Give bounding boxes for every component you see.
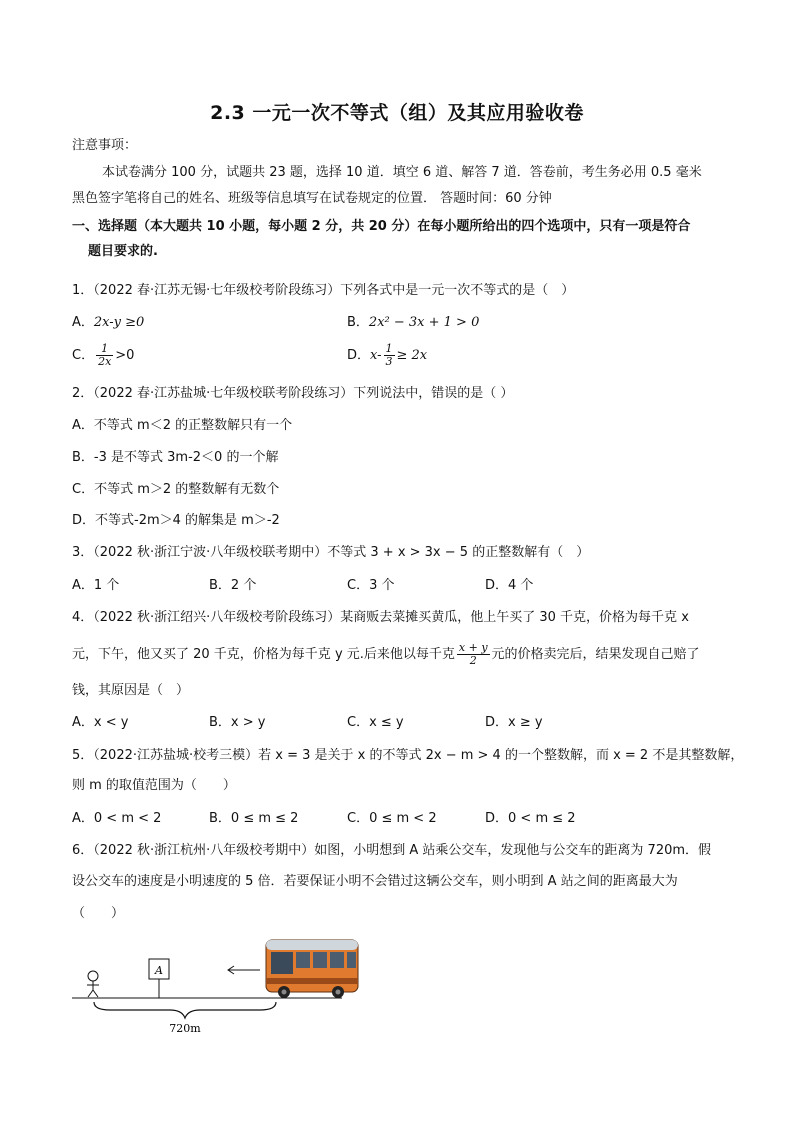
q2-option-d: D．不等式-2m＞4 的解集是 m＞-2 — [72, 513, 280, 528]
bus-distance-figure — [70, 930, 370, 1040]
question-6-stem-1: 6．（2022 秋·浙江杭州·八年级校考期中）如图，小明想到 A 站乘公交车，发现他与公交车的距离为 720m．假 — [72, 843, 712, 858]
question-3-stem: 3．（2022 秋·浙江宁波·八年级校联考期中）不等式 3 + x > 3x − 5 的正整数解有（ ） — [72, 545, 590, 560]
notice-line-2: 黑色签字笔将自己的姓名、班级等信息填写在试卷规定的位置． 答题时间：60 分钟 — [72, 191, 552, 206]
station-label: A — [155, 964, 163, 977]
q1-option-d: D．x- $\frac{1}{3}$ ≥ 2x — [347, 342, 428, 368]
q1-option-a: A．2x-y ≥0 — [72, 315, 145, 330]
question-6-stem-2: 设公交车的速度是小明速度的 5 倍．若要保证小明不会错过这辆公交车，则小明到 A 站之间的距离最大为 — [72, 874, 678, 889]
q3-option-c: C．3 个 — [347, 578, 395, 593]
q2-option-a: A．不等式 m＜2 的正整数解只有一个 — [72, 418, 293, 433]
q3-option-b: B．2 个 — [209, 578, 257, 593]
question-4-stem-3: 钱，其原因是（ ） — [72, 683, 190, 698]
q5-option-b: B．0 ≤ m ≤ 2 — [209, 811, 299, 826]
question-4-stem-2: 元，下午，他又买了 20 千克，价格为每千克 y 元.后来他以每千克 $\frac{x + y}{2}$ 元的价格卖完后，结果发现自己赔了 — [72, 641, 700, 667]
q1-option-c: C． $\frac{1}{2x}$ >0 — [72, 342, 135, 368]
bus-icon — [266, 940, 358, 998]
station-sign — [149, 959, 169, 998]
notice-line-1: 本试卷满分 100 分，试题共 23 题，选择 10 道．填空 6 道、解答 7 道．答卷前，考生务必用 0.5 毫米 — [102, 165, 702, 180]
q1-option-b: B．2x² − 3x + 1 > 0 — [347, 315, 480, 330]
question-1-stem: 1．（2022 春·江苏无锡·七年级校考阶段练习）下列各式中是一元一次不等式的是（ ） — [72, 283, 575, 298]
section-1-heading-cont: 题目要求的. — [88, 244, 158, 259]
q3-option-a: A．1 个 — [72, 578, 120, 593]
distance-brace — [94, 1002, 276, 1018]
q4-option-d: D．x ≥ y — [485, 715, 543, 730]
question-5-stem-1: 5．（2022·江苏盐城·校考三模）若 x = 3 是关于 x 的不等式 2x − m > 4 的一个整数解，而 x = 2 不是其整数解， — [72, 748, 744, 763]
question-5-stem-2: 则 m 的取值范围为（ ） — [72, 778, 236, 793]
question-4-stem-1: 4．（2022 秋·浙江绍兴·八年级校考阶段练习）某商贩去菜摊买黄瓜，他上午买了 30 千克，价格为每千克 x — [72, 610, 689, 625]
question-2-stem: 2．（2022 春·江苏盐城·七年级校联考阶段练习）下列说法中，错误的是（ ） — [72, 386, 514, 401]
distance-label: 720m — [169, 1022, 201, 1035]
person-icon — [87, 971, 99, 997]
q4-option-b: B．x > y — [209, 715, 266, 730]
q4-option-a: A．x < y — [72, 715, 129, 730]
section-1-heading: 一、选择题（本大题共 10 小题，每小题 2 分，共 20 分）在每小题所给出的四个选项中，只有一项是符合 — [72, 219, 691, 234]
q3-option-d: D．4 个 — [485, 578, 534, 593]
q5-option-d: D．0 < m ≤ 2 — [485, 811, 576, 826]
q5-option-a: A．0 < m < 2 — [72, 811, 162, 826]
question-6-stem-3: （ ） — [72, 906, 125, 921]
q4-option-c: C．x ≤ y — [347, 715, 404, 730]
arrow-left-icon — [228, 966, 260, 974]
page-title: 2.3 一元一次不等式（组）及其应用验收卷 — [210, 102, 584, 124]
q2-option-b: B．-3 是不等式 3m-2＜0 的一个解 — [72, 450, 279, 465]
q5-option-c: C．0 ≤ m < 2 — [347, 811, 437, 826]
q2-option-c: C．不等式 m＞2 的整数解有无数个 — [72, 482, 280, 497]
notice-heading: 注意事项： — [72, 138, 138, 153]
